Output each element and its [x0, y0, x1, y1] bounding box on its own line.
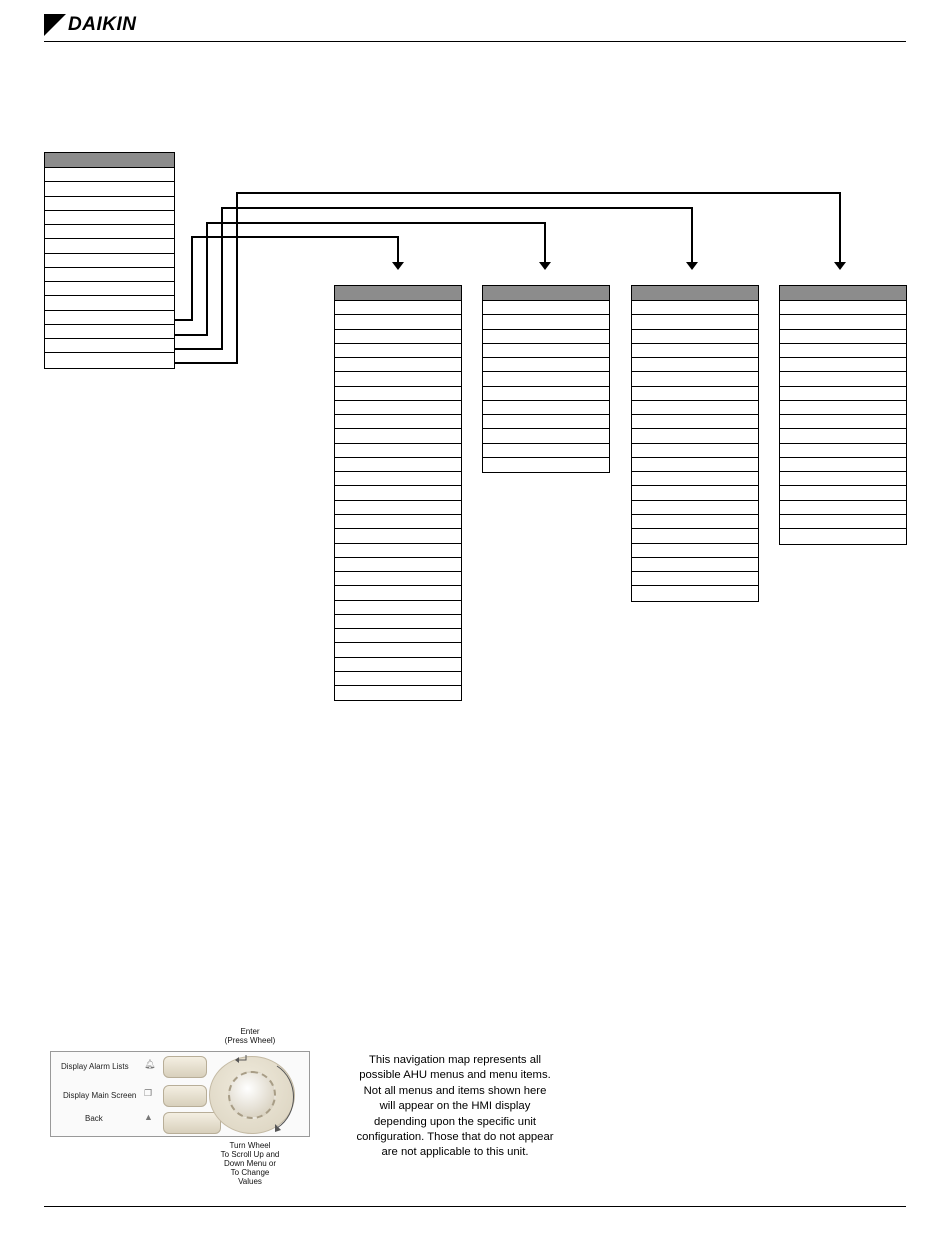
enter-note-line-1: Enter [240, 1027, 260, 1036]
back-label: Back [85, 1114, 103, 1123]
navigation-map-disclaimer: This navigation map represents all possible AHU menus and menu items. Not all menus and items shown here will appear on the HMI display depending upon the specific unit configuration. Those that do not appear are not applicable to this unit. [356, 1054, 554, 1159]
rotate-arrow-icon [273, 1060, 305, 1134]
wheel-note-line-1: Turn Wheel [229, 1141, 271, 1150]
connector-arrow-3 [686, 262, 698, 270]
connector-line-4 [175, 193, 840, 363]
wheel-knob[interactable] [228, 1071, 276, 1119]
wheel-note-line-5: Values [238, 1177, 262, 1186]
connector-line-2 [175, 223, 545, 335]
connector-arrow-2 [539, 262, 551, 270]
alarm-list-label: Display Alarm Lists [61, 1062, 129, 1071]
back-button[interactable] [163, 1112, 221, 1134]
main-screen-button[interactable] [163, 1085, 207, 1107]
enter-note [205, 1027, 295, 1045]
screen-icon: ❐ [144, 1088, 153, 1098]
enter-arrow-icon [234, 1054, 248, 1064]
wheel-note-line-2: To Scroll Up and [220, 1150, 280, 1159]
wheel-note-line-4: To Change [230, 1168, 270, 1177]
alarm-list-button[interactable] [163, 1056, 207, 1078]
connector-arrow-4 [834, 262, 846, 270]
wheel-note [205, 1141, 295, 1186]
brand-name: DAIKIN [68, 14, 137, 35]
wheel-note-line-3: Down Menu or [223, 1159, 277, 1168]
connector-line-1 [175, 237, 398, 320]
connector-line-3 [175, 208, 692, 349]
footer-rule [44, 1206, 906, 1207]
main-screen-label: Display Main Screen [63, 1091, 137, 1100]
hmi-controller-panel [50, 1051, 310, 1137]
connector-arrow-1 [392, 262, 404, 270]
enter-note-line-2: (Press Wheel) [224, 1036, 276, 1045]
bell-icon: 🔔︎ [144, 1059, 156, 1069]
back-arrow-icon: ▲ [144, 1112, 153, 1122]
